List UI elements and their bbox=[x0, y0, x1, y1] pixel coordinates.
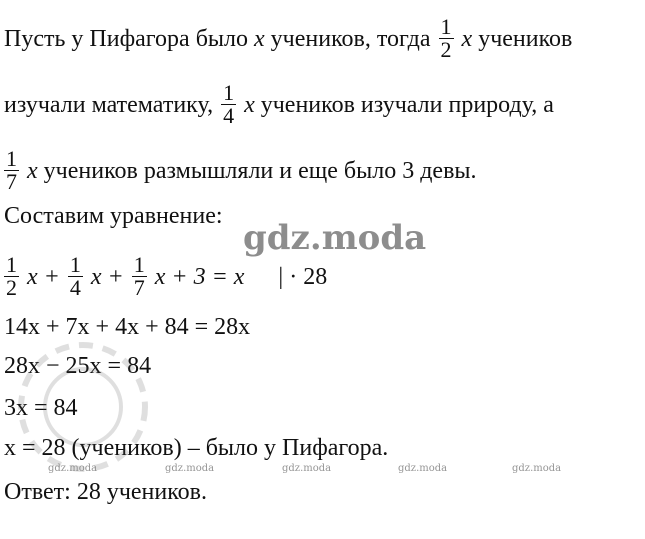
fraction-one-half bbox=[439, 16, 454, 61]
fraction-numerator: 1 bbox=[69, 252, 81, 277]
text-segment: учеников изучали природу, а bbox=[260, 92, 554, 119]
variable-x: x bbox=[254, 26, 265, 53]
watermark-seal-icon bbox=[8, 332, 158, 482]
fraction-numerator: 1 bbox=[6, 146, 17, 171]
fraction-denominator: 7 bbox=[133, 275, 145, 300]
watermark-small: gdz.moda bbox=[512, 463, 562, 474]
equation-line-5: x = 28 (учеников) – было у Пифагора. bbox=[4, 435, 389, 461]
solution-line-3 bbox=[4, 146, 477, 195]
text-segment: изучали математику, bbox=[4, 92, 214, 119]
watermark-small: gdz.moda bbox=[165, 463, 215, 474]
fraction-denominator: 2 bbox=[6, 275, 17, 300]
text-segment: учеников размышляли и еще было 3 девы. bbox=[43, 158, 477, 185]
fraction-denominator: 7 bbox=[6, 169, 17, 194]
fraction-one-seventh bbox=[132, 254, 147, 299]
fraction-denominator: 4 bbox=[69, 275, 81, 300]
watermark-small: gdz.moda bbox=[282, 463, 332, 474]
answer-line: Ответ: 28 учеников. bbox=[4, 479, 208, 505]
equation-heading: Составим уравнение: bbox=[4, 203, 223, 229]
fraction-denominator: 2 bbox=[440, 37, 452, 62]
watermark-small: gdz.moda bbox=[48, 463, 98, 474]
equation-line-2: 14x + 7x + 4x + 84 = 28x bbox=[4, 314, 251, 340]
text-segment: учеников, тогда bbox=[270, 26, 431, 53]
text-segment: Пусть у Пифагора было bbox=[4, 26, 249, 53]
equation-line-4: 3x = 84 bbox=[4, 395, 78, 421]
fraction-numerator: 1 bbox=[440, 14, 452, 39]
fraction-one-seventh bbox=[4, 148, 19, 193]
variable-x: x bbox=[27, 158, 38, 185]
fraction-one-half bbox=[4, 254, 19, 299]
equation-term: x + bbox=[27, 264, 60, 291]
fraction-one-quarter bbox=[221, 82, 236, 127]
watermark-logo: gdz.moda bbox=[243, 218, 427, 258]
equation-line-3: 28x − 25x = 84 bbox=[4, 353, 152, 379]
fraction-one-quarter bbox=[68, 254, 83, 299]
fraction-denominator: 4 bbox=[223, 103, 235, 128]
fraction-numerator: 1 bbox=[133, 252, 145, 277]
fraction-numerator: 1 bbox=[6, 252, 17, 277]
equation-line-1 bbox=[4, 252, 328, 301]
solution-line-2 bbox=[4, 80, 554, 129]
equation-term: x + bbox=[90, 264, 124, 291]
text-segment: учеников bbox=[478, 26, 573, 53]
watermark-small: gdz.moda bbox=[398, 463, 448, 474]
equation-term: x + 3 = x bbox=[154, 264, 245, 291]
fraction-numerator: 1 bbox=[223, 80, 235, 105]
variable-x: x bbox=[461, 26, 473, 53]
solution-line-1 bbox=[4, 14, 573, 63]
variable-x: x bbox=[244, 92, 255, 119]
multiplier-note: | · 28 bbox=[278, 264, 328, 291]
